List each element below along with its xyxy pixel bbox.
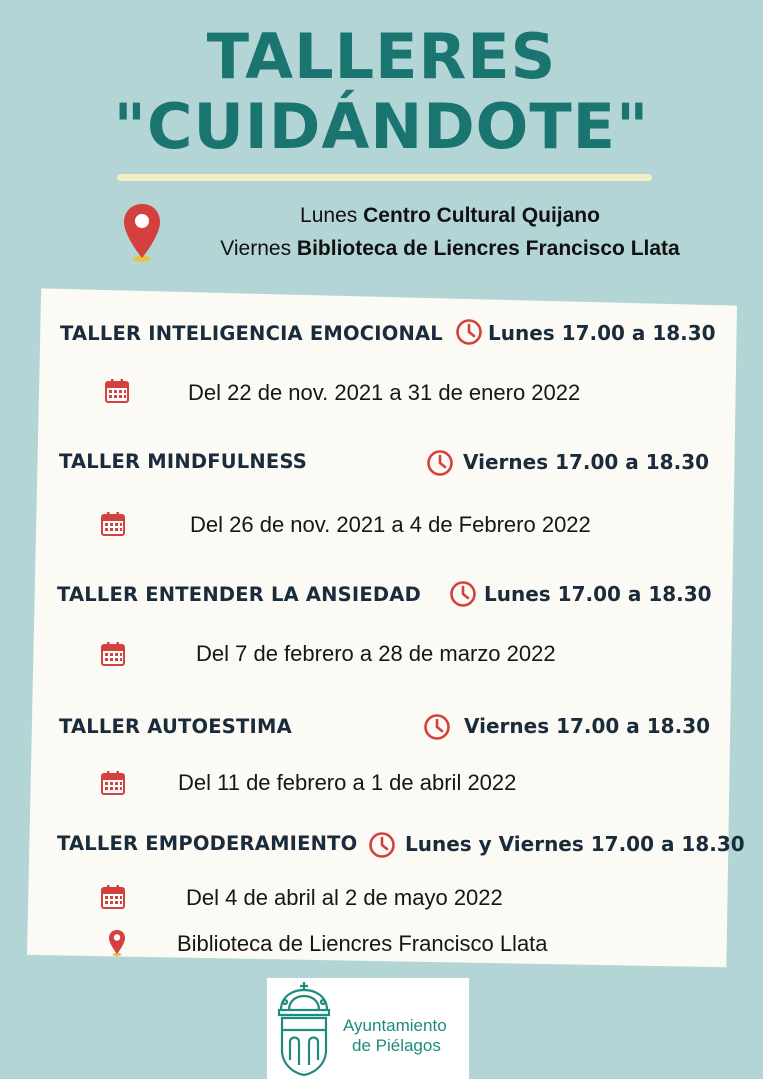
calendar-icon: [100, 511, 126, 537]
location-line-1: [170, 204, 730, 228]
title-line-2: "CUIDÁNDOTE": [113, 90, 650, 163]
workshop-dates: Del 22 de nov. 2021 a 31 de enero 2022: [188, 380, 581, 405]
logo-text-line-2: de Piélagos: [352, 1036, 441, 1055]
location-place: Biblioteca de Liencres Francisco Llata: [296, 237, 680, 260]
location-place: Centro Cultural Quijano: [363, 204, 600, 227]
clock-icon: [449, 580, 477, 608]
workshop-dates: Del 11 de febrero a 1 de abril 2022: [178, 770, 517, 795]
calendar-icon: [100, 641, 126, 667]
map-pin-icon: [122, 202, 162, 264]
location-day: Viernes: [220, 237, 292, 260]
map-pin-icon: [108, 929, 126, 957]
calendar-icon: [104, 378, 130, 404]
clock-icon: [455, 318, 483, 346]
location-line-2: [170, 237, 730, 261]
workshop-time: Viernes 17.00 a 18.30: [463, 450, 710, 474]
workshop-time: Lunes 17.00 a 18.30: [484, 582, 712, 606]
workshop-time: Lunes y Viernes 17.00 a 18.30: [405, 832, 745, 856]
workshop-dates: Del 26 de nov. 2021 a 4 de Febrero 2022: [190, 512, 591, 537]
title-line-1: TALLERES: [206, 20, 557, 93]
workshop-time: Viernes 17.00 a 18.30: [464, 714, 711, 738]
clock-icon: [368, 831, 396, 859]
location-day: Lunes: [300, 204, 358, 227]
logo-text-line-1: Ayuntamiento: [343, 1016, 447, 1035]
workshop-name: TALLER EMPODERAMIENTO: [57, 832, 358, 855]
workshop-dates: Del 7 de febrero a 28 de marzo 2022: [196, 641, 556, 666]
calendar-icon: [100, 770, 126, 796]
workshop-name: TALLER ENTENDER LA ANSIEDAD: [57, 583, 421, 606]
workshop-name: TALLER AUTOESTIMA: [59, 715, 292, 738]
workshop-name: TALLER INTELIGENCIA EMOCIONAL: [60, 322, 443, 345]
clock-icon: [423, 713, 451, 741]
workshop-dates: Del 4 de abril al 2 de mayo 2022: [186, 885, 503, 910]
workshop-location: Biblioteca de Liencres Francisco Llata: [177, 931, 548, 956]
title-underline: [117, 174, 652, 181]
coat-of-arms-icon: [273, 980, 335, 1077]
clock-icon: [426, 449, 454, 477]
calendar-icon: [100, 884, 126, 910]
workshop-name: TALLER MINDFULNESS: [59, 450, 308, 473]
workshop-time: Lunes 17.00 a 18.30: [488, 321, 716, 345]
municipality-logo: [267, 978, 469, 1079]
